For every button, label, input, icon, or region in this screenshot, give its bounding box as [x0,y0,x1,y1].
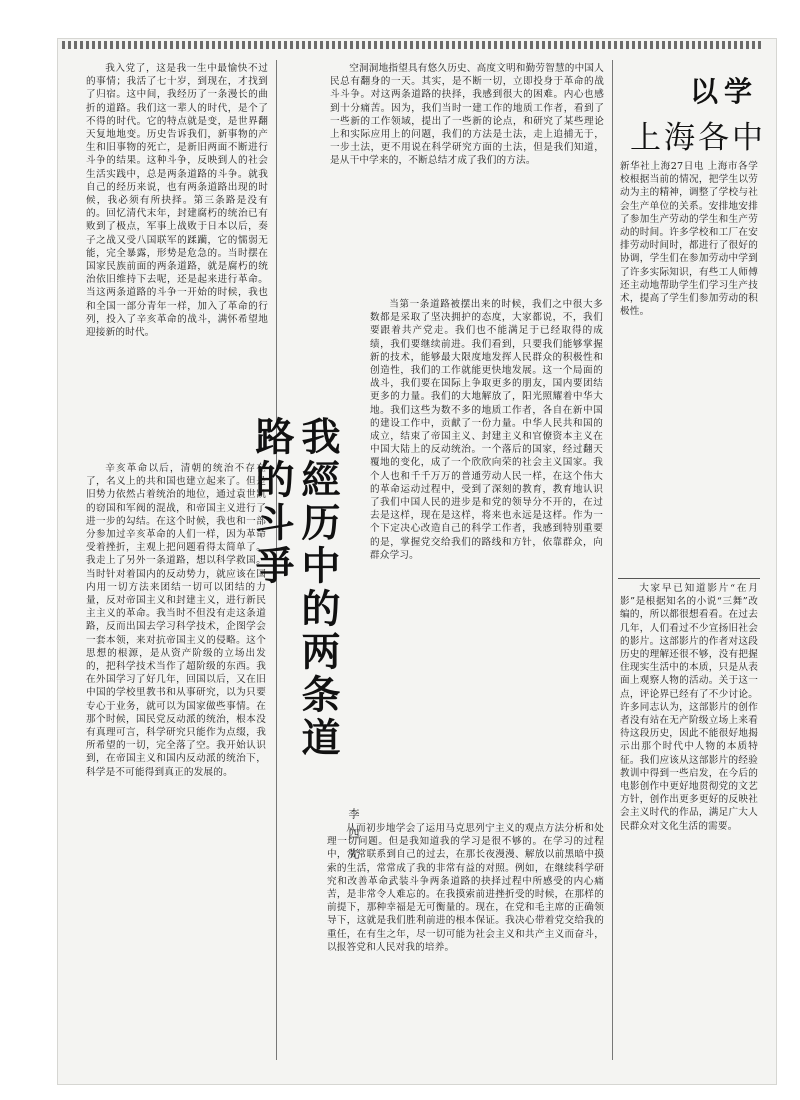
article-column-2-top: 空洞洞地指望具有悠久历史、高度文明和勤劳智慧的中国人民总有翻身的一天。其实，是不断一切，立即投身于革命的战斗斗争。对这两条道路的抉择，我感到很大的困难。内心也感到十分痛苦。因为，我们当时一建工作的地质工作者，看到了一些新的工作领域，提出了一些新的论点，和研究了某些理论上和实际应用上的问题，我们的方法是土法，走上追捕无于，一步土法，更不用说在科学研究方面的土法，但是我们知道，是从干中学来的，不断总结才成了我们的方法。 [330,63,604,167]
sidebar-column: 新华社上海27日电 上海市各学校根据当前的情况，把学生以劳动为主的精神，调整了学校与社会生产单位的关系。安排地安排了参加生产劳动的学生和生产劳动的时间。许多学校和工厂在安排劳动时间时，都进行了很好的协调，学生们在参加劳动中学到了许多实际知识，有些工人师傅还主动地帮助学生们学习生产技术，提高了学生们参加劳动的积极性。 [620,161,758,318]
article-author: 李四光 [347,808,360,868]
article-column-1-lower: 辛亥革命以后，清朝的统治不存在了，名义上的共和国也建立起来了。但是旧势力依然占着统治的地位，通过袁世凯的窃国和军阀的混战，和帝国主义进行了进一步的勾结。在这个时候，我也和一部分参加过辛亥革命的人们一样，因为革命受着挫折，主观上把问题看得太简单了。我走上了另外一条道路，想以科学救国。当时针对着国内的反动势力，就应该在国内用一切方法来团结一切可以团结的力量，反对帝国主义和封建主义，进行新民主主义的革命。我当时不但没有走这条道路，反而出国去学习科学技术，企图学会一套本领，来对抗帝国主义的侵略。这个思想的根源，是从资产阶级的立场出发的，把科学技术当作了超阶级的东西。我在外国学习了好几年，回国以后，又在旧中国的学校里教书和从事研究，以为只要专心于业务，就可以为国家做些事情。在那个时候，国民党反动派的统治，根本没有真理可言，科学研究只能作为点缀，我所希望的一切，完全落了空。我开始认识到，在帝国主义和国内反动派的统治下，科学是不可能得到真正的发展的。 [86,463,266,778]
column-divider [612,60,613,1060]
section-divider [618,578,760,579]
article-column-2-middle: 当第一条道路被摆出来的时候，我们之中很大多数都是采取了坚决拥护的态度，大家都说，不，我们要跟着共产党走。我们也不能满足于已经取得的成绩，我们要继续前进。我们看到，只要我们能够掌握新的技术，能够最大限度地发挥人民群众的积极性和创造性，我们的工作就能更快地发展。这一个局面的战斗，我们要在国际上争取更多的朋友，国内要团结更多的力量。我们的大地解放了，阳光照耀着中华大地。我们这些为数不多的地质工作者，各自在新中国的建设工作中，贡献了一份力量。中华人民共和国的成立，结束了帝国主义、封建主义和官僚资本主义在中国大陆上的反动统治。一个落后的国家，经过翻天覆地的变化，成了一个欣欣向荣的社会主义国家。我个人也和千千万万的普通劳动人民一样，在这个伟大的革命运动过程中，受到了深刻的教育，教育地认识了我们中国人民的进步是和党的领导分不开的，在过去是这样，现在是这样，将来也永远是这样。作为一个下定决心改造自己的科学工作者，我感到特别重要的是，掌握党交给我们的路线和方针，依靠群众，向群众学习。 [370,299,603,561]
article-headline: 我經历中的两条道路的斗爭 [249,416,340,760]
article-column-2-bottom: 从而初步地学会了运用马克思列宁主义的观点方法分析和处理一切问题。但是我知道我的学习是很不够的。在学习的过程中，常常联系到自己的过去，在那长夜漫漫、解放以前黑暗中摸索的生活，常常成了我的非常有益的对照。例如，在继续科学研究和改善革命武装斗争两条道路的抉择过程中所感受的内心痛苦，是非常令人难忘的。在我摸索前进挫折受的时候，在那样的前提下，那种幸福是无可衡量的。现在，在党和毛主席的正确领导下，这就是我们胜利前进的根本保证。我决心带着党交给我的重任，在有生之年，尽一切可能为社会主义和共产主义而奋斗，以报答党和人民对我的培养。 [327,823,604,953]
top-border-decoration [62,41,762,49]
sidebar-column-lower: 大家早已知道影片“在月影”是根据知名的小说“三舞”改编的，所以都很想看看。在过去几年，人们看过不少宣扬旧社会的影片。这部影片的作者对这段历史的理解还很不够，没有把握住现实生活中的本质，只是从表面上观察人物的活动。关于这一点，评论界已经有了不少讨论。许多同志认为，这部影片的创作者没有站在无产阶级立场上来看待这段历史，因此不能很好地揭示出那个时代中人物的本质特征。我们应该从这部影片的经验教训中得到一些启发，在今后的电影创作中更好地贯彻党的文艺方针，创作出更多更好的反映社会主义时代的作品，满足广大人民群众对文化生活的需要。 [620,583,758,832]
sidebar-headline-line1: 以学 [690,75,759,108]
article-column-1: 我入党了，这是我一生中最愉快不过的事情；我活了七十岁，到现在，才找到了归宿。这中间，我经历了一条漫长的曲折的道路。我们这一辈人的时代，是个了不得的时代。它的特点就是变，是世界翻天复地地变。历史告诉我们，新事物的产生和旧事物的死亡，是新旧两面不断进行斗争的结果。这种斗争，反映到人的社会生活实践中，总是两条道路的斗争。就我自己的经历来说，也有两条道路出现的时候，我必须有所抉择。第三条路是没有的。回忆清代末年，封建腐朽的统治已有败到了极点，军事上战败于日本以后，奏子之战又受八国联军的蹂躏，它的懦弱无能，完全暴露，形势是危急的。当时摆在国家民族前面的两条道路，就是腐朽的统治依旧维持下去呢，还是起来进行革命。当这两条道路的斗争一开始的时候，我也和全国一部分青年一样，加入了革命的行列，投入了辛亥革命的战斗，满怀希望地迎接新的时代。 [86,63,268,339]
sidebar-headline-line2: 上海各中 [630,120,766,156]
